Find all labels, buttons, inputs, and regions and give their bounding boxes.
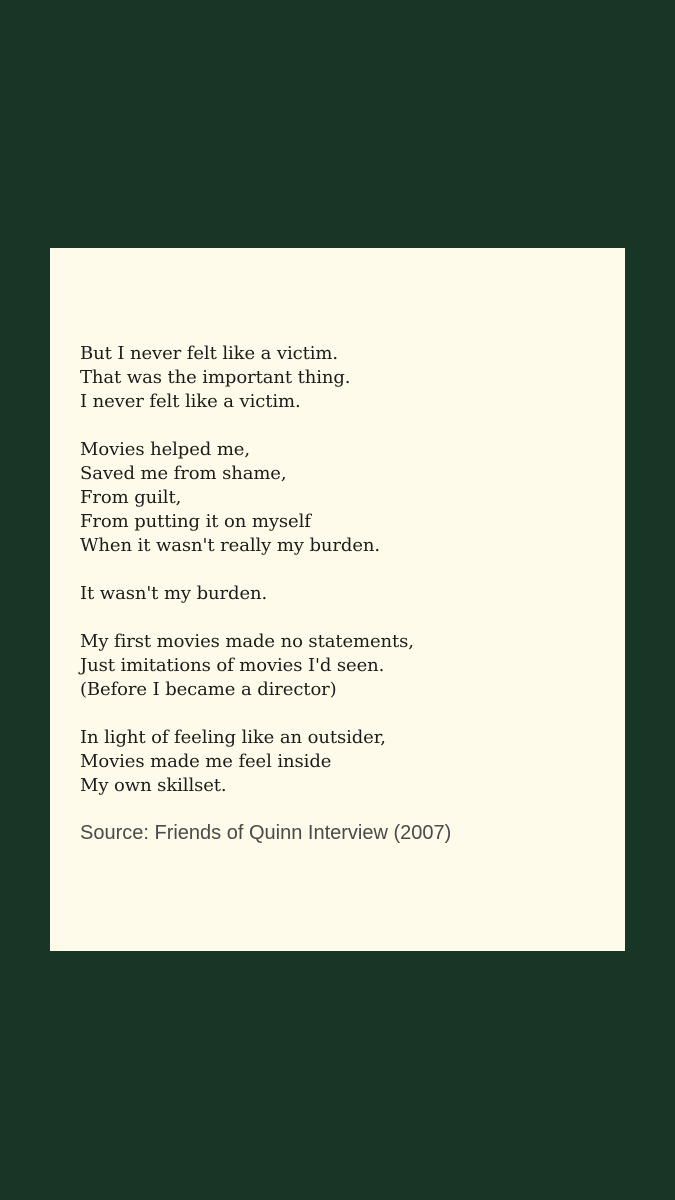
poem-line: From putting it on myself (80, 511, 311, 532)
poem-line: My own skillset. (80, 775, 227, 796)
poem-line: That was the important thing. (80, 367, 351, 388)
stanza-2 (80, 438, 595, 558)
poem-line: But I never felt like a victim. (80, 343, 338, 364)
poem-line: Just imitations of movies I'd seen. (80, 655, 385, 676)
poem-line: When it wasn't really my burden. (80, 535, 381, 556)
poem-line: From guilt, (80, 487, 182, 508)
poem (80, 342, 595, 798)
quote-card (50, 248, 625, 951)
poem-line: Saved me from shame, (80, 463, 287, 484)
stanza-5 (80, 726, 595, 798)
poem-line: It wasn't my burden. (80, 583, 268, 604)
poem-line: Movies made me feel inside (80, 751, 332, 772)
poem-line: My first movies made no statements, (80, 631, 414, 652)
poem-line: Movies helped me, (80, 439, 250, 460)
stanza-3 (80, 582, 595, 606)
poem-line: I never felt like a victim. (80, 391, 301, 412)
stanza-1 (80, 342, 595, 414)
stanza-4 (80, 630, 595, 702)
poem-line: In light of feeling like an outsider, (80, 727, 386, 748)
poem-line: (Before I became a director) (80, 679, 337, 700)
source-citation: Source: Friends of Quinn Interview (2007) (80, 822, 452, 844)
